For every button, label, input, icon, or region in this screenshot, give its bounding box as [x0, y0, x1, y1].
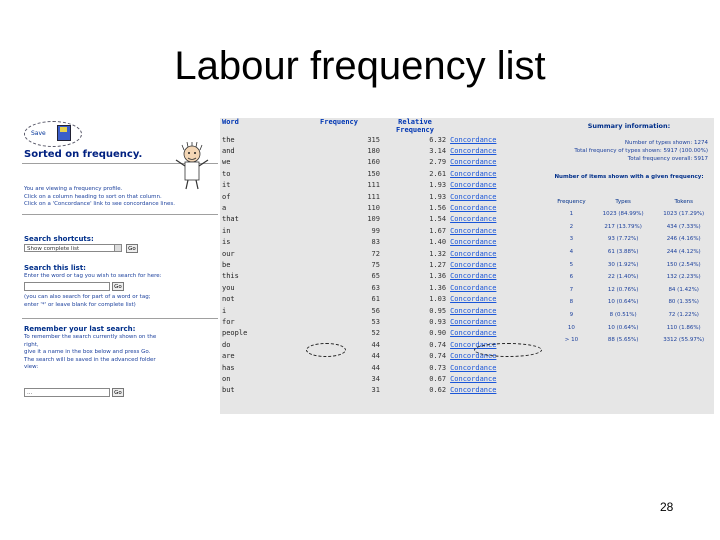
concordance-link[interactable]: Concordance: [450, 340, 497, 349]
relative-frequency-cell: 1.36: [429, 272, 447, 281]
concordance-link[interactable]: Concordance: [450, 306, 497, 315]
table-row: [220, 271, 544, 282]
page-number: 28: [660, 500, 674, 514]
search-list-help: Enter the word or tag you wish to search for here:: [24, 273, 162, 279]
summary-types-cell: 1023 (84.99%): [602, 211, 644, 218]
frequency-cell: 44: [371, 340, 380, 349]
relative-frequency-cell: 1.27: [429, 260, 447, 269]
frequency-cell: 111: [367, 192, 380, 201]
summary-frequency-cell: 9: [569, 312, 574, 319]
header-tokens: Tokens: [674, 199, 693, 205]
summary-types-cell: 93 (7.72%): [607, 236, 639, 243]
column-header-word[interactable]: Word: [222, 118, 239, 126]
summary-types-cell: 61 (3.88%): [607, 249, 639, 256]
items-title: Number of items shown with a given frequency:: [554, 174, 704, 180]
column-header-relative-frequency[interactable]: Relative Frequency: [396, 118, 434, 134]
word-cell: do: [222, 340, 231, 349]
word-cell: i: [222, 306, 227, 315]
concordance-link[interactable]: Concordance: [450, 317, 497, 326]
summary-line: Number of types shown: 1274: [624, 140, 708, 146]
summary-types-cell: 30 (1.92%): [607, 261, 639, 268]
concordance-link[interactable]: Concordance: [450, 272, 497, 281]
highlight-circle-word: [306, 343, 346, 357]
table-row: [220, 293, 544, 304]
table-row: [220, 282, 544, 293]
search-list-label: Search this list:: [24, 264, 86, 272]
frequency-cell: 109: [367, 215, 380, 224]
info-line: You are viewing a frequency profile.: [24, 186, 123, 192]
word-cell: it: [222, 181, 231, 190]
column-header-frequency[interactable]: Frequency: [320, 118, 358, 126]
relative-frequency-cell: 1.93: [429, 181, 447, 190]
frequency-cell: 34: [371, 374, 380, 383]
summary-row: [550, 296, 714, 309]
concordance-link[interactable]: Concordance: [450, 374, 497, 383]
summary-tokens-cell: 72 (1.22%): [668, 312, 699, 319]
summary-frequency-cell: > 10: [564, 337, 579, 344]
highlight-circle-concordance: [474, 343, 542, 357]
table-row: [220, 237, 544, 248]
info-line: Click on a 'Concordance' link to see concordance lines.: [24, 201, 175, 207]
table-row: [220, 180, 544, 191]
search-shortcuts-select[interactable]: Show complete list: [24, 244, 120, 252]
relative-frequency-cell: 1.03: [429, 295, 447, 304]
word-cell: has: [222, 363, 235, 372]
frequency-cell: 52: [371, 329, 380, 338]
table-row: [220, 202, 544, 213]
remember-line: The search will be saved in the advanced folder: [24, 356, 156, 363]
relative-frequency-cell: 1.93: [429, 192, 447, 201]
word-cell: are: [222, 352, 235, 361]
frequency-cell: 56: [371, 306, 380, 315]
concordance-link[interactable]: Concordance: [450, 363, 497, 372]
remember-line: view:: [24, 364, 39, 370]
summary-tokens-cell: 80 (1.35%): [668, 299, 699, 306]
summary-row: [550, 309, 714, 322]
table-row: [220, 248, 544, 259]
concordance-link[interactable]: Concordance: [450, 169, 497, 178]
divider: [22, 214, 218, 215]
floppy-disk-icon: [57, 125, 71, 141]
word-cell: the: [222, 135, 235, 144]
concordance-link[interactable]: Concordance: [450, 283, 497, 292]
summary-row: [550, 271, 714, 284]
relative-frequency-cell: 0.90: [429, 329, 447, 338]
slide-title: Labour frequency list: [174, 44, 546, 88]
summary-tokens-cell: 110 (1.86%): [666, 324, 701, 331]
frequency-cell: 160: [367, 158, 380, 167]
frequency-cell: 99: [371, 226, 380, 235]
summary-types-cell: 10 (0.64%): [607, 324, 639, 331]
table-row: [220, 259, 544, 270]
relative-frequency-cell: 1.67: [429, 226, 447, 235]
relative-frequency-cell: 1.32: [429, 249, 447, 258]
summary-row: [550, 208, 714, 221]
concordance-link[interactable]: Concordance: [450, 147, 497, 156]
hint-line: enter '*' or leave blank for complete list): [24, 301, 136, 308]
summary-row: [550, 246, 714, 259]
relative-frequency-cell: 0.74: [429, 352, 447, 361]
summary-frequency-cell: 8: [569, 299, 574, 306]
summary-tokens-cell: 244 (4.12%): [666, 249, 701, 256]
relative-frequency-cell: 0.73: [429, 363, 447, 372]
summary-tokens-cell: 132 (2.23%): [666, 274, 701, 281]
summary-row: [550, 221, 714, 234]
relative-frequency-cell: 2.61: [429, 169, 447, 178]
table-row: [220, 385, 544, 396]
frequency-cell: 150: [367, 169, 380, 178]
summary-tokens-cell: 246 (4.16%): [666, 236, 701, 243]
summary-row: [550, 284, 714, 297]
remember-label: Remember your last search:: [24, 325, 136, 333]
concordance-link[interactable]: Concordance: [450, 135, 497, 144]
summary-frequency-cell: 7: [569, 286, 574, 293]
relative-frequency-cell: 0.67: [429, 374, 447, 383]
word-cell: we: [222, 158, 231, 167]
summary-tokens-cell: 1023 (17.29%): [663, 211, 705, 218]
summary-types-cell: 88 (5.65%): [607, 337, 639, 344]
remember-name-input[interactable]: ...: [24, 388, 110, 397]
word-cell: not: [222, 295, 235, 304]
concordance-link[interactable]: Concordance: [450, 215, 497, 224]
word-cell: our: [222, 249, 235, 258]
word-cell: that: [222, 215, 239, 224]
relative-frequency-cell: 3.14: [429, 147, 447, 156]
frequency-cell: 53: [371, 317, 380, 326]
concordance-link[interactable]: Concordance: [450, 181, 497, 190]
search-list-hint: [24, 294, 151, 309]
concordance-link[interactable]: Concordance: [450, 329, 497, 338]
table-row: [220, 362, 544, 373]
relative-frequency-cell: 0.62: [429, 386, 447, 395]
concordance-link[interactable]: Concordance: [450, 238, 497, 247]
summary-row: [550, 233, 714, 246]
frequency-cell: 72: [371, 249, 380, 258]
frequency-cell: 63: [371, 283, 380, 292]
table-row: [220, 328, 544, 339]
shortcuts-go-button[interactable]: Go: [126, 244, 138, 253]
frequency-cell: 75: [371, 260, 380, 269]
summary-types-cell: 22 (1.40%): [607, 274, 639, 281]
concordance-link[interactable]: Concordance: [450, 295, 497, 304]
word-cell: people: [222, 329, 248, 338]
relative-frequency-cell: 0.93: [429, 317, 447, 326]
screenshot-frame: [22, 118, 544, 414]
header-frequency: Frequency: [557, 199, 586, 205]
relative-frequency-cell: 0.95: [429, 306, 447, 315]
relative-frequency-cell: 1.54: [429, 215, 447, 224]
frequency-cell: 83: [371, 238, 380, 247]
divider: [22, 318, 218, 319]
summary-tokens-cell: 3312 (55.97%): [663, 337, 705, 344]
save-button[interactable]: [24, 121, 82, 147]
summary-frequency-cell: 4: [569, 249, 574, 256]
save-button-label: Save: [31, 130, 46, 137]
table-row: [220, 168, 544, 179]
summary-row: [550, 334, 714, 347]
table-row: [220, 316, 544, 327]
table-row: [220, 134, 544, 145]
word-cell: to: [222, 169, 231, 178]
word-cell: for: [222, 317, 235, 326]
frequency-cell: 44: [371, 363, 380, 372]
search-go-button[interactable]: Go: [112, 282, 124, 291]
concordance-link[interactable]: Concordance: [450, 249, 497, 258]
word-cell: in: [222, 226, 231, 235]
summary-line: Total frequency overall: 5917: [627, 156, 708, 162]
summary-row: [550, 321, 714, 334]
word-cell: a: [222, 204, 227, 213]
concordance-link[interactable]: Concordance: [450, 192, 497, 201]
frequency-cell: 44: [371, 352, 380, 361]
word-cell: be: [222, 260, 231, 269]
relative-frequency-cell: 1.36: [429, 283, 447, 292]
info-text: [24, 186, 175, 209]
frequency-cell: 180: [367, 147, 380, 156]
remember-line: right,: [24, 341, 39, 348]
header-types: Types: [615, 199, 631, 205]
frustrated-person-icon: [174, 142, 210, 190]
hint-line: (you can also search for part of a word or tag;: [24, 294, 151, 300]
search-shortcuts-label: Search shortcuts:: [24, 235, 94, 243]
concordance-link[interactable]: Concordance: [450, 226, 497, 235]
relative-frequency-cell: 0.74: [429, 340, 447, 349]
relative-frequency-cell: 6.32: [429, 135, 447, 144]
concordance-link[interactable]: Concordance: [450, 158, 497, 167]
relative-frequency-cell: 2.79: [429, 158, 447, 167]
frequency-cell: 315: [367, 135, 380, 144]
summary-tokens-cell: 434 (7.33%): [666, 223, 701, 230]
summary-frequency-cell: 3: [569, 236, 574, 243]
frequency-cell: 65: [371, 272, 380, 281]
concordance-link[interactable]: Concordance: [450, 204, 497, 213]
summary-types-cell: 217 (13.79%): [604, 223, 642, 230]
summary-line: Total frequency of types shown: 5917 (100.00%): [574, 148, 708, 154]
summary-frequency-cell: 1: [569, 211, 574, 218]
table-row: [220, 214, 544, 225]
frequency-summary-table: [550, 196, 714, 347]
word-cell: and: [222, 147, 235, 156]
summary-types-cell: 8 (0.51%): [609, 312, 637, 319]
remember-help: [24, 334, 156, 372]
frequency-cell: 31: [371, 386, 380, 395]
table-row: [220, 145, 544, 156]
summary-title: Summary information:: [587, 122, 671, 130]
word-cell: is: [222, 238, 231, 247]
summary-types-cell: 12 (0.76%): [607, 286, 639, 293]
frequency-cell: 111: [367, 181, 380, 190]
word-cell: you: [222, 283, 235, 292]
table-row: [220, 225, 544, 236]
summary-panel: [544, 118, 714, 414]
summary-row: [550, 258, 714, 271]
search-list-input[interactable]: [24, 282, 110, 291]
column-header-concordance: [448, 118, 544, 134]
concordance-link[interactable]: Concordance: [450, 260, 497, 269]
concordance-link[interactable]: Concordance: [450, 386, 497, 395]
table-row: [220, 157, 544, 168]
left-panel: [22, 118, 218, 414]
remember-go-button[interactable]: Go: [112, 388, 124, 397]
table-row: [220, 305, 544, 316]
remember-line: To remember the search currently shown on the: [24, 334, 157, 340]
info-line: Click on a column heading to sort on that column.: [24, 193, 162, 200]
summary-frequency-cell: 6: [569, 274, 574, 281]
word-cell: on: [222, 374, 231, 383]
summary-frequency-cell: 2: [569, 223, 574, 230]
table-row: [220, 373, 544, 384]
remember-line: give it a name in the box below and press Go.: [24, 349, 151, 355]
summary-frequency-cell: 10: [567, 324, 575, 331]
sorted-title: Sorted on frequency.: [24, 149, 143, 160]
relative-frequency-cell: 1.40: [429, 238, 447, 247]
word-cell: of: [222, 192, 231, 201]
concordance-link[interactable]: Concordance: [450, 352, 497, 361]
summary-tokens-cell: 84 (1.42%): [668, 286, 699, 293]
word-cell: but: [222, 386, 235, 395]
summary-tokens-cell: 150 (2.54%): [666, 261, 701, 268]
chevron-down-icon[interactable]: [114, 244, 122, 252]
word-cell: this: [222, 272, 239, 281]
frequency-cell: 61: [371, 295, 380, 304]
relative-frequency-cell: 1.56: [429, 204, 447, 213]
word-list-panel: [220, 118, 544, 414]
summary-types-cell: 10 (0.64%): [607, 299, 639, 306]
frequency-cell: 110: [367, 204, 380, 213]
table-row: [220, 191, 544, 202]
summary-frequency-cell: 5: [569, 261, 574, 268]
